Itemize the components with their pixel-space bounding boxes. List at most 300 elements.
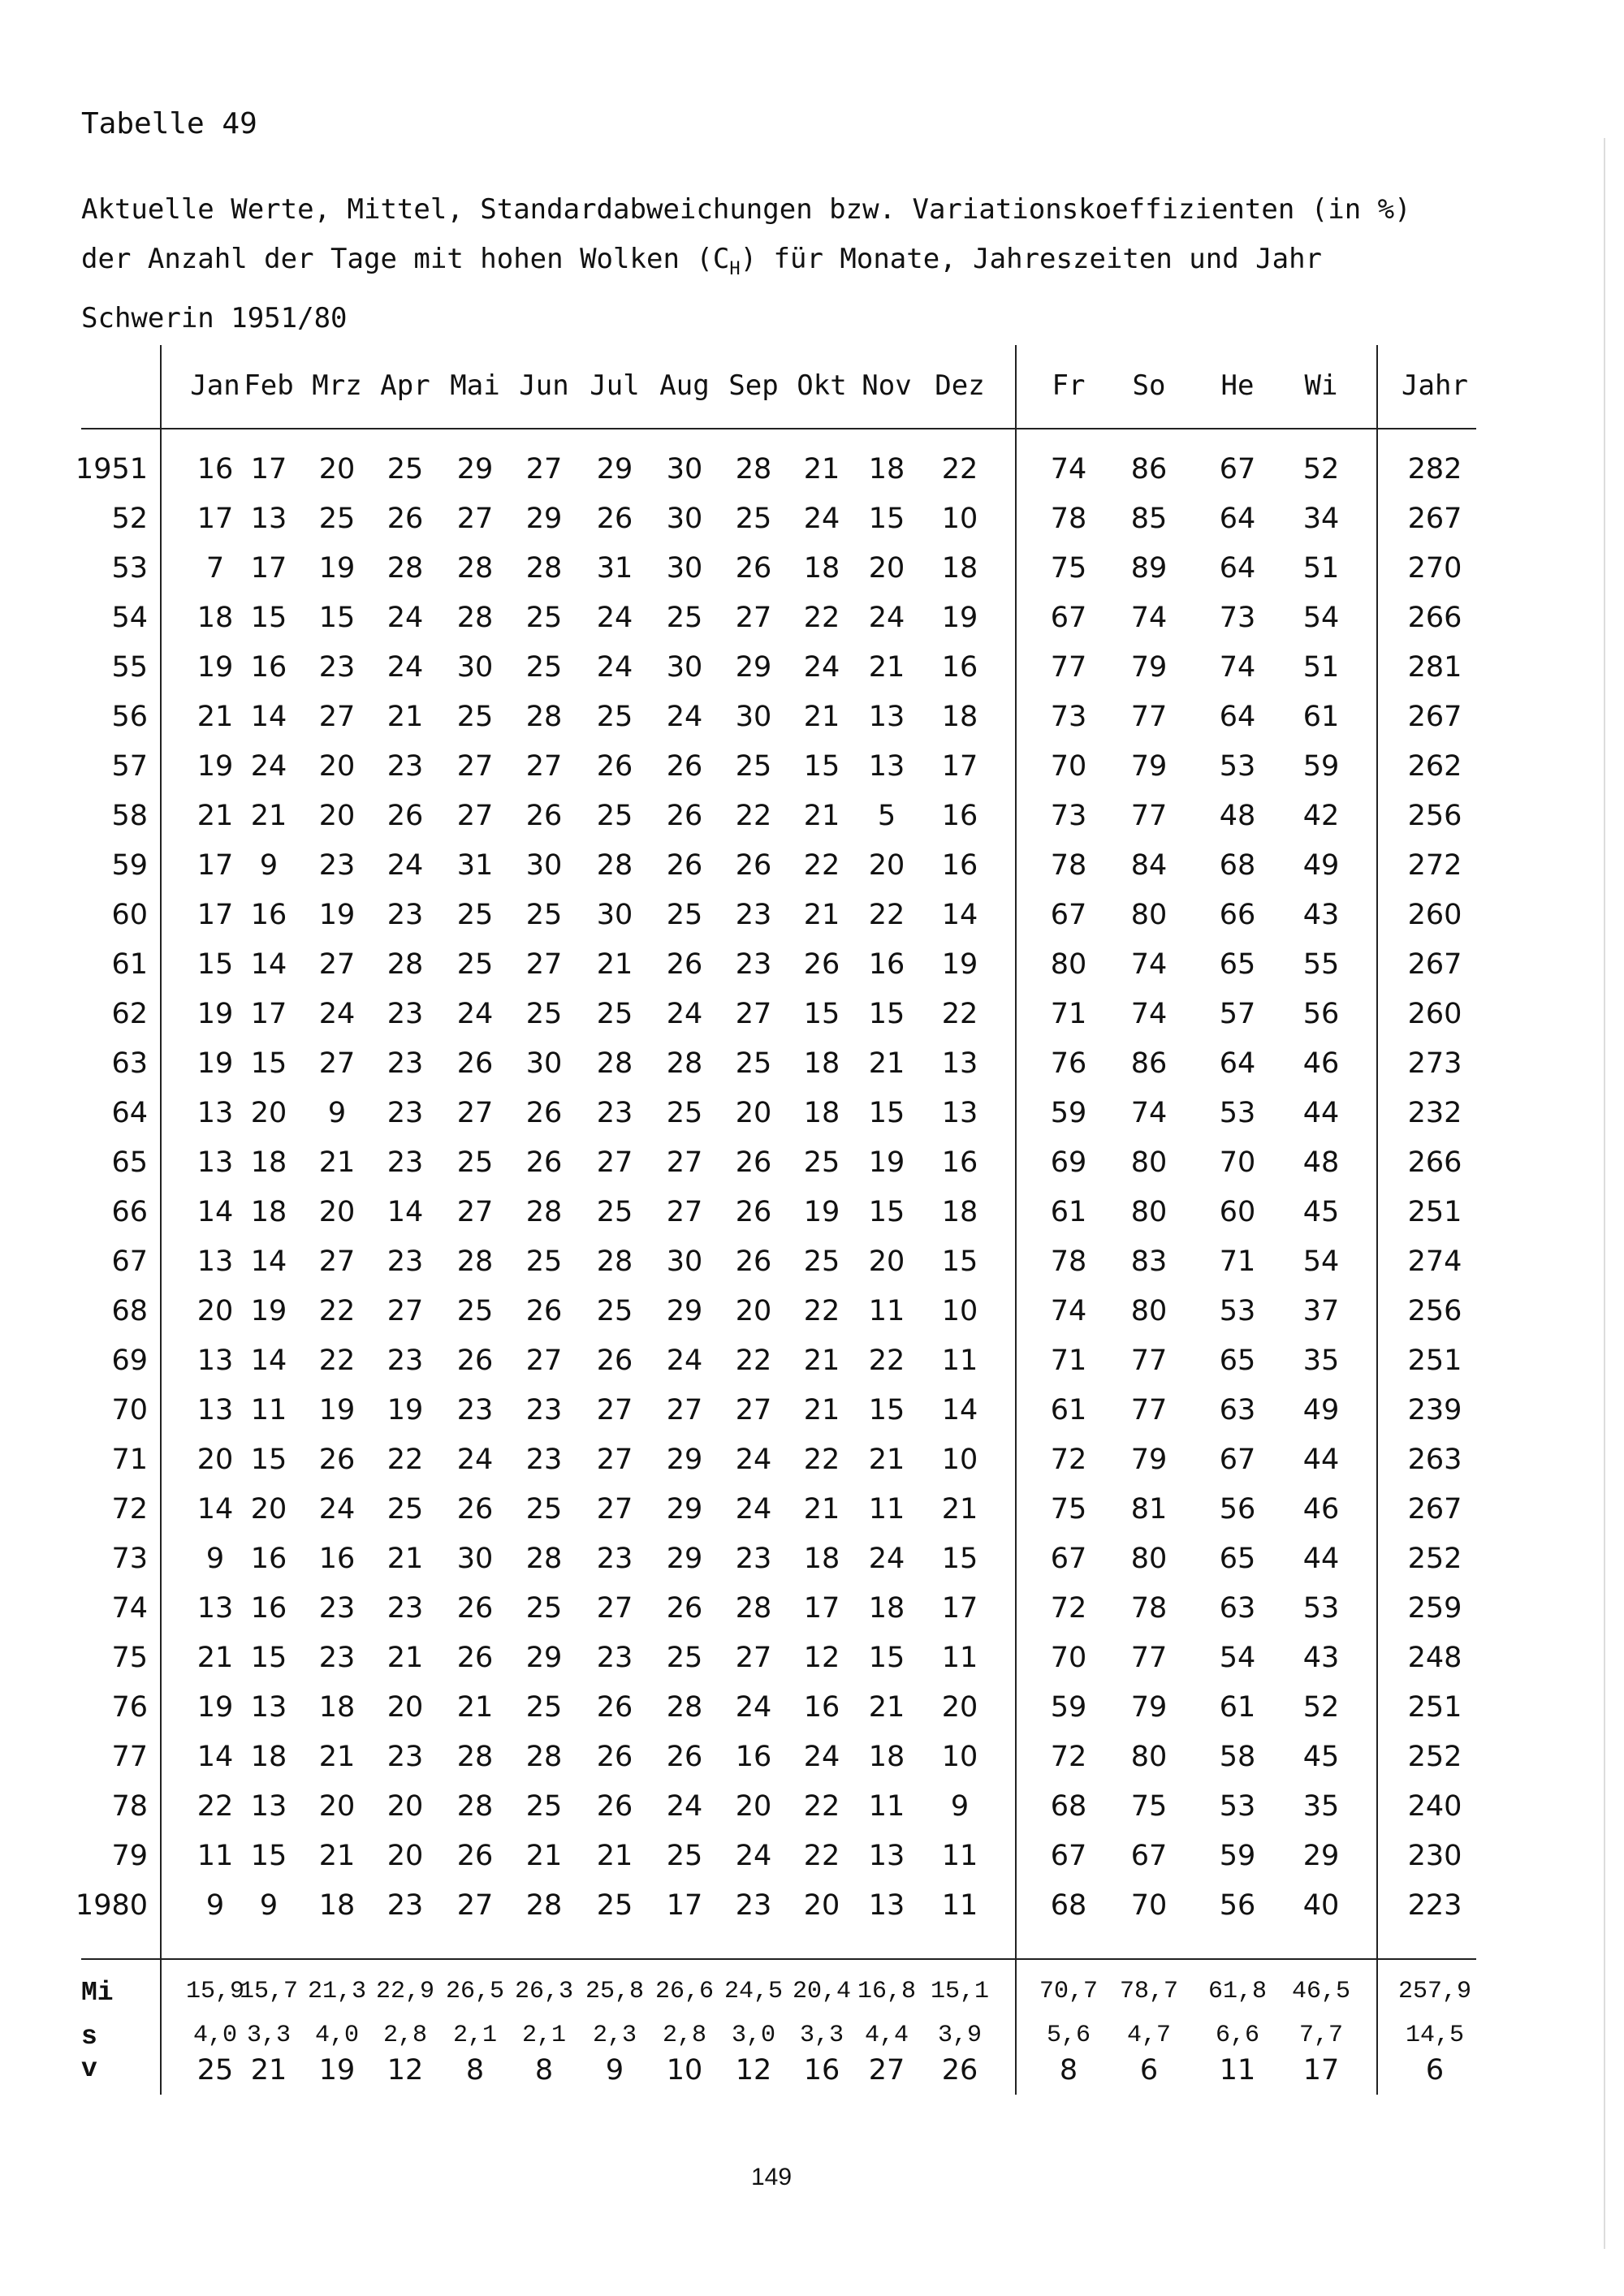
table-cell: 24: [868, 1543, 905, 1575]
table-cell: 23: [318, 1592, 356, 1625]
table-cell: 21: [318, 1146, 356, 1179]
year-label: 67: [111, 1245, 148, 1278]
table-cell: 24: [456, 998, 494, 1030]
table-cell: 24: [387, 849, 424, 882]
table-cell: 86: [1130, 453, 1168, 486]
table-cell: 13: [250, 1691, 287, 1724]
stat-cell: 8: [1059, 2054, 1078, 2087]
table-cell: 19: [387, 1394, 424, 1426]
table-cell: 18: [250, 1196, 287, 1228]
table-cell: 30: [666, 552, 703, 585]
table-cell: 13: [197, 1344, 234, 1377]
year-label: 70: [111, 1394, 148, 1426]
table-cell: 27: [525, 948, 563, 981]
table-cell: 22: [803, 1444, 840, 1476]
table-cell: 251: [1407, 1196, 1462, 1228]
table-cell: 22: [803, 1790, 840, 1823]
table-cell: 15: [250, 602, 287, 634]
table-cell: 23: [318, 651, 356, 684]
table-cell: 24: [735, 1444, 772, 1476]
table-cell: 25: [596, 998, 633, 1030]
table-cell: 74: [1130, 1097, 1168, 1129]
table-cell: 27: [735, 998, 772, 1030]
table-cell: 73: [1050, 800, 1087, 832]
table-cell: 17: [197, 849, 234, 882]
table-cell: 248: [1407, 1642, 1462, 1674]
stat-cell: 25,8: [585, 1978, 644, 2005]
stat-cell: 25: [197, 2054, 234, 2087]
table-cell: 85: [1130, 503, 1168, 535]
table-cell: 25: [525, 1691, 563, 1724]
table-cell: 31: [596, 552, 633, 585]
table-cell: 64: [1219, 701, 1256, 733]
table-cell: 26: [596, 1344, 633, 1377]
table-cell: 74: [1050, 453, 1087, 486]
table-cell: 74: [1219, 651, 1256, 684]
stat-cell: 9: [605, 2054, 624, 2087]
table-cell: 25: [525, 1592, 563, 1625]
table-cell: 23: [387, 998, 424, 1030]
table-cell: 18: [803, 1047, 840, 1080]
table-cell: 14: [250, 948, 287, 981]
table-cell: 20: [868, 1245, 905, 1278]
table-cell: 13: [250, 1790, 287, 1823]
table-cell: 30: [596, 899, 633, 931]
table-cell: 37: [1302, 1295, 1340, 1327]
table-cell: 27: [666, 1394, 703, 1426]
stat-cell: 20,4: [792, 1978, 851, 2005]
table-cell: 25: [525, 998, 563, 1030]
stat-cell: 2,1: [521, 2022, 566, 2049]
table-cell: 281: [1407, 651, 1462, 684]
table-cell: 64: [1219, 1047, 1256, 1080]
stat-cell: 27: [868, 2054, 905, 2087]
table-cell: 80: [1130, 1741, 1168, 1773]
stat-cell: 4,4: [864, 2022, 909, 2049]
table-cell: 28: [456, 602, 494, 634]
stat-cell: 14,5: [1405, 2022, 1464, 2049]
year-label: 69: [111, 1344, 148, 1377]
table-cell: 21: [803, 1344, 840, 1377]
table-cell: 27: [318, 948, 356, 981]
table-cell: 14: [387, 1196, 424, 1228]
table-cell: 16: [250, 1592, 287, 1625]
table-cell: 14: [941, 899, 978, 931]
table-cell: 16: [941, 800, 978, 832]
table-cell: 23: [387, 899, 424, 931]
table-cell: 9: [327, 1097, 347, 1129]
table-cell: 273: [1407, 1047, 1462, 1080]
table-cell: 17: [197, 899, 234, 931]
stat-cell: 15,7: [239, 1978, 298, 2005]
stat-cell: 2,8: [382, 2022, 427, 2049]
table-cell: 27: [596, 1444, 633, 1476]
table-cell: 69: [1050, 1146, 1087, 1179]
table-cell: 10: [941, 1444, 978, 1476]
table-cell: 23: [387, 750, 424, 783]
table-cell: 65: [1219, 948, 1256, 981]
table-cell: 26: [666, 750, 703, 783]
table-cell: 252: [1407, 1741, 1462, 1773]
table-cell: 26: [735, 1146, 772, 1179]
table-cell: 45: [1302, 1741, 1340, 1773]
year-label: 61: [111, 948, 148, 981]
table-cell: 282: [1407, 453, 1462, 486]
table-cell: 30: [666, 453, 703, 486]
table-cell: 28: [735, 1592, 772, 1625]
table-cell: 73: [1050, 701, 1087, 733]
table-cell: 27: [456, 750, 494, 783]
table-cell: 23: [387, 1592, 424, 1625]
table-cell: 27: [318, 1047, 356, 1080]
stat-cell: 46,5: [1291, 1978, 1350, 2005]
table-cell: 19: [197, 651, 234, 684]
table-cell: 27: [456, 1196, 494, 1228]
table-cell: 67: [1050, 899, 1087, 931]
table-cell: 78: [1050, 849, 1087, 882]
table-cell: 21: [868, 651, 905, 684]
table-cell: 9: [205, 1543, 225, 1575]
table-cell: 77: [1130, 1642, 1168, 1674]
table-cell: 25: [803, 1245, 840, 1278]
table-cell: 7: [205, 552, 225, 585]
table-cell: 21: [197, 800, 234, 832]
table-cell: 20: [803, 1889, 840, 1922]
table-cell: 27: [596, 1146, 633, 1179]
table-cell: 30: [525, 1047, 563, 1080]
stat-label-s: s: [81, 2022, 97, 2052]
table-cell: 28: [387, 552, 424, 585]
table-cell: 25: [596, 1295, 633, 1327]
table-cell: 15: [868, 1196, 905, 1228]
table-cell: 77: [1130, 1344, 1168, 1377]
table-cell: 64: [1219, 552, 1256, 585]
table-cell: 16: [868, 948, 905, 981]
table-cell: 18: [941, 552, 978, 585]
table-cell: 15: [318, 602, 356, 634]
table-cell: 15: [868, 998, 905, 1030]
stat-cell: 16,8: [857, 1978, 916, 2005]
table-cell: 25: [666, 602, 703, 634]
table-cell: 27: [666, 1196, 703, 1228]
table-cell: 11: [197, 1840, 234, 1872]
table-cell: 56: [1302, 998, 1340, 1030]
table-cell: 22: [868, 1344, 905, 1377]
table-cell: 15: [250, 1642, 287, 1674]
table-cell: 89: [1130, 552, 1168, 585]
table-cell: 30: [456, 651, 494, 684]
stat-cell: 4,7: [1126, 2022, 1171, 2049]
table-cell: 42: [1302, 800, 1340, 832]
table-cell: 28: [525, 701, 563, 733]
table-cell: 72: [1050, 1592, 1087, 1625]
table-cell: 53: [1219, 750, 1256, 783]
year-label: 60: [111, 899, 148, 931]
table-cell: 24: [456, 1444, 494, 1476]
table-cell: 270: [1407, 552, 1462, 585]
column-header-so: So: [1132, 369, 1166, 402]
table-cell: 232: [1407, 1097, 1462, 1129]
stat-cell: 26,5: [445, 1978, 504, 2005]
year-label: 64: [111, 1097, 148, 1129]
table-cell: 44: [1302, 1097, 1340, 1129]
table-cell: 70: [1219, 1146, 1256, 1179]
year-label: 55: [111, 651, 148, 684]
table-cell: 73: [1219, 602, 1256, 634]
table-cell: 17: [250, 453, 287, 486]
table-cell: 24: [387, 651, 424, 684]
table-cell: 21: [596, 1840, 633, 1872]
table-cell: 15: [197, 948, 234, 981]
table-cell: 83: [1130, 1245, 1168, 1278]
table-cell: 260: [1407, 998, 1462, 1030]
year-label: 74: [111, 1592, 148, 1625]
table-cell: 21: [868, 1047, 905, 1080]
table-cell: 267: [1407, 1493, 1462, 1526]
table-cell: 27: [666, 1146, 703, 1179]
table-cell: 80: [1050, 948, 1087, 981]
table-cell: 11: [250, 1394, 287, 1426]
table-cell: 21: [803, 1493, 840, 1526]
table-cell: 14: [250, 1344, 287, 1377]
table-cell: 68: [1050, 1889, 1087, 1922]
table-cell: 274: [1407, 1245, 1462, 1278]
table-cell: 25: [666, 1642, 703, 1674]
table-cell: 24: [803, 1741, 840, 1773]
column-header-dez: Dez: [935, 369, 985, 402]
table-cell: 71: [1050, 998, 1087, 1030]
table-cell: 25: [525, 1790, 563, 1823]
table-cell: 24: [735, 1493, 772, 1526]
column-header-jun: Jun: [519, 369, 569, 402]
stat-cell: 10: [666, 2054, 703, 2087]
table-cell: 65: [1219, 1543, 1256, 1575]
table-cell: 26: [525, 1146, 563, 1179]
year-label: 57: [111, 750, 148, 783]
table-cell: 22: [735, 1344, 772, 1377]
table-cell: 67: [1050, 1543, 1087, 1575]
table-cell: 26: [666, 1592, 703, 1625]
year-label: 77: [111, 1741, 148, 1773]
table-cell: 23: [596, 1543, 633, 1575]
table-cell: 80: [1130, 1295, 1168, 1327]
table-cell: 27: [456, 1889, 494, 1922]
table-cell: 17: [941, 750, 978, 783]
table-cell: 28: [456, 552, 494, 585]
table-cell: 64: [1219, 503, 1256, 535]
table-cell: 251: [1407, 1344, 1462, 1377]
stat-cell: 3,3: [246, 2022, 291, 2049]
table-cell: 28: [525, 1741, 563, 1773]
table-cell: 59: [1302, 750, 1340, 783]
table-cell: 79: [1130, 651, 1168, 684]
table-cell: 53: [1219, 1295, 1256, 1327]
table-cell: 30: [666, 651, 703, 684]
table-cell: 13: [197, 1097, 234, 1129]
table-cell: 80: [1130, 1543, 1168, 1575]
stat-cell: 21: [250, 2054, 287, 2087]
stat-cell: 4,0: [314, 2022, 359, 2049]
table-cell: 256: [1407, 800, 1462, 832]
table-cell: 256: [1407, 1295, 1462, 1327]
table-cell: 15: [941, 1543, 978, 1575]
table-cell: 22: [803, 849, 840, 882]
table-cell: 27: [735, 602, 772, 634]
table-cell: 53: [1219, 1097, 1256, 1129]
stat-cell: 15,1: [930, 1978, 989, 2005]
stat-cell: 6,6: [1215, 2022, 1259, 2049]
year-label: 65: [111, 1146, 148, 1179]
table-cell: 22: [941, 453, 978, 486]
stat-cell: 26,6: [654, 1978, 714, 2005]
table-cell: 30: [456, 1543, 494, 1575]
table-cell: 16: [250, 1543, 287, 1575]
stat-cell: 17: [1302, 2054, 1340, 2087]
caption-subscript: H: [729, 258, 741, 279]
table-cell: 25: [596, 701, 633, 733]
table-cell: 20: [318, 1196, 356, 1228]
stat-label-mi: Mi: [81, 1978, 114, 2008]
table-cell: 19: [941, 948, 978, 981]
table-cell: 19: [318, 899, 356, 931]
stat-cell: 8: [465, 2054, 485, 2087]
table-cell: 20: [250, 1097, 287, 1129]
stat-cell: 2,8: [662, 2022, 706, 2049]
caption-line-1: Aktuelle Werte, Mittel, Standardabweichungen bzw. Variationskoeffizienten (in %): [81, 193, 1411, 226]
table-cell: 52: [1302, 453, 1340, 486]
table-cell: 240: [1407, 1790, 1462, 1823]
year-label: 75: [111, 1642, 148, 1674]
table-cell: 21: [803, 899, 840, 931]
table-cell: 13: [250, 503, 287, 535]
stat-cell: 11: [1219, 2054, 1256, 2087]
table-cell: 35: [1302, 1344, 1340, 1377]
table-cell: 21: [803, 800, 840, 832]
table-cell: 19: [318, 552, 356, 585]
stat-cell: 8: [534, 2054, 554, 2087]
table-cell: 17: [197, 503, 234, 535]
table-cell: 29: [666, 1493, 703, 1526]
table-cell: 13: [941, 1047, 978, 1080]
table-cell: 19: [197, 1047, 234, 1080]
column-header-jul: Jul: [590, 369, 640, 402]
table-cell: 21: [197, 701, 234, 733]
column-header-mai: Mai: [450, 369, 500, 402]
table-cell: 21: [596, 948, 633, 981]
table-cell: 14: [250, 1245, 287, 1278]
stat-cell: 5,6: [1046, 2022, 1091, 2049]
table-cell: 17: [666, 1889, 703, 1922]
stat-cell: 22,9: [375, 1978, 434, 2005]
table-cell: 43: [1302, 899, 1340, 931]
table-cell: 25: [456, 1295, 494, 1327]
table-cell: 18: [803, 1097, 840, 1129]
table-cell: 14: [197, 1196, 234, 1228]
column-header-jahr: Jahr: [1402, 369, 1468, 402]
column-header-nov: Nov: [862, 369, 912, 402]
table-cell: 28: [456, 1741, 494, 1773]
table-cell: 26: [666, 800, 703, 832]
table-cell: 21: [803, 1394, 840, 1426]
table-cell: 25: [525, 899, 563, 931]
table-cell: 20: [387, 1790, 424, 1823]
table-cell: 16: [941, 1146, 978, 1179]
table-cell: 19: [197, 998, 234, 1030]
table-cell: 30: [735, 701, 772, 733]
stat-cell: 12: [735, 2054, 772, 2087]
year-label: 1951: [75, 453, 148, 486]
table-cell: 24: [803, 503, 840, 535]
table-cell: 30: [666, 1245, 703, 1278]
table-cell: 29: [456, 453, 494, 486]
table-cell: 21: [318, 1741, 356, 1773]
table-cell: 267: [1407, 503, 1462, 535]
year-label: 1980: [75, 1889, 148, 1922]
table-cell: 26: [735, 849, 772, 882]
table-cell: 18: [941, 1196, 978, 1228]
table-cell: 59: [1219, 1840, 1256, 1872]
table-cell: 21: [525, 1840, 563, 1872]
table-cell: 23: [318, 849, 356, 882]
table-cell: 27: [456, 503, 494, 535]
table-cell: 20: [868, 552, 905, 585]
table-cell: 20: [941, 1691, 978, 1724]
table-cell: 25: [666, 899, 703, 931]
table-cell: 29: [525, 1642, 563, 1674]
table-cell: 27: [318, 701, 356, 733]
table-cell: 29: [666, 1444, 703, 1476]
table-cell: 23: [596, 1642, 633, 1674]
table-cell: 76: [1050, 1047, 1087, 1080]
year-label: 72: [111, 1493, 148, 1526]
table-cell: 49: [1302, 849, 1340, 882]
table-cell: 24: [250, 750, 287, 783]
table-cell: 15: [250, 1840, 287, 1872]
table-cell: 78: [1130, 1592, 1168, 1625]
header-rule: [81, 428, 1476, 429]
caption-line-2-post: ) für Monate, Jahreszeiten und Jahr: [740, 243, 1323, 275]
table-cell: 19: [197, 750, 234, 783]
table-cell: 14: [250, 701, 287, 733]
table-cell: 20: [318, 453, 356, 486]
table-cell: 19: [250, 1295, 287, 1327]
table-cell: 13: [868, 1889, 905, 1922]
table-cell: 20: [318, 800, 356, 832]
table-cell: 27: [596, 1394, 633, 1426]
table-cell: 29: [596, 453, 633, 486]
table-cell: 27: [525, 750, 563, 783]
year-label: 71: [111, 1444, 148, 1476]
table-cell: 17: [250, 552, 287, 585]
table-cell: 23: [387, 1889, 424, 1922]
stat-label-v: v: [81, 2054, 97, 2084]
table-cell: 24: [318, 1493, 356, 1526]
table-cell: 20: [868, 849, 905, 882]
table-cell: 86: [1130, 1047, 1168, 1080]
table-cell: 26: [525, 1097, 563, 1129]
table-cell: 26: [456, 1592, 494, 1625]
table-cell: 61: [1050, 1394, 1087, 1426]
table-cell: 19: [318, 1394, 356, 1426]
stat-cell: 12: [387, 2054, 424, 2087]
table-cell: 56: [1219, 1493, 1256, 1526]
table-cell: 26: [456, 1493, 494, 1526]
table-cell: 27: [456, 800, 494, 832]
table-cell: 54: [1219, 1642, 1256, 1674]
table-cell: 26: [596, 750, 633, 783]
table-cell: 10: [941, 1295, 978, 1327]
table-cell: 13: [197, 1245, 234, 1278]
